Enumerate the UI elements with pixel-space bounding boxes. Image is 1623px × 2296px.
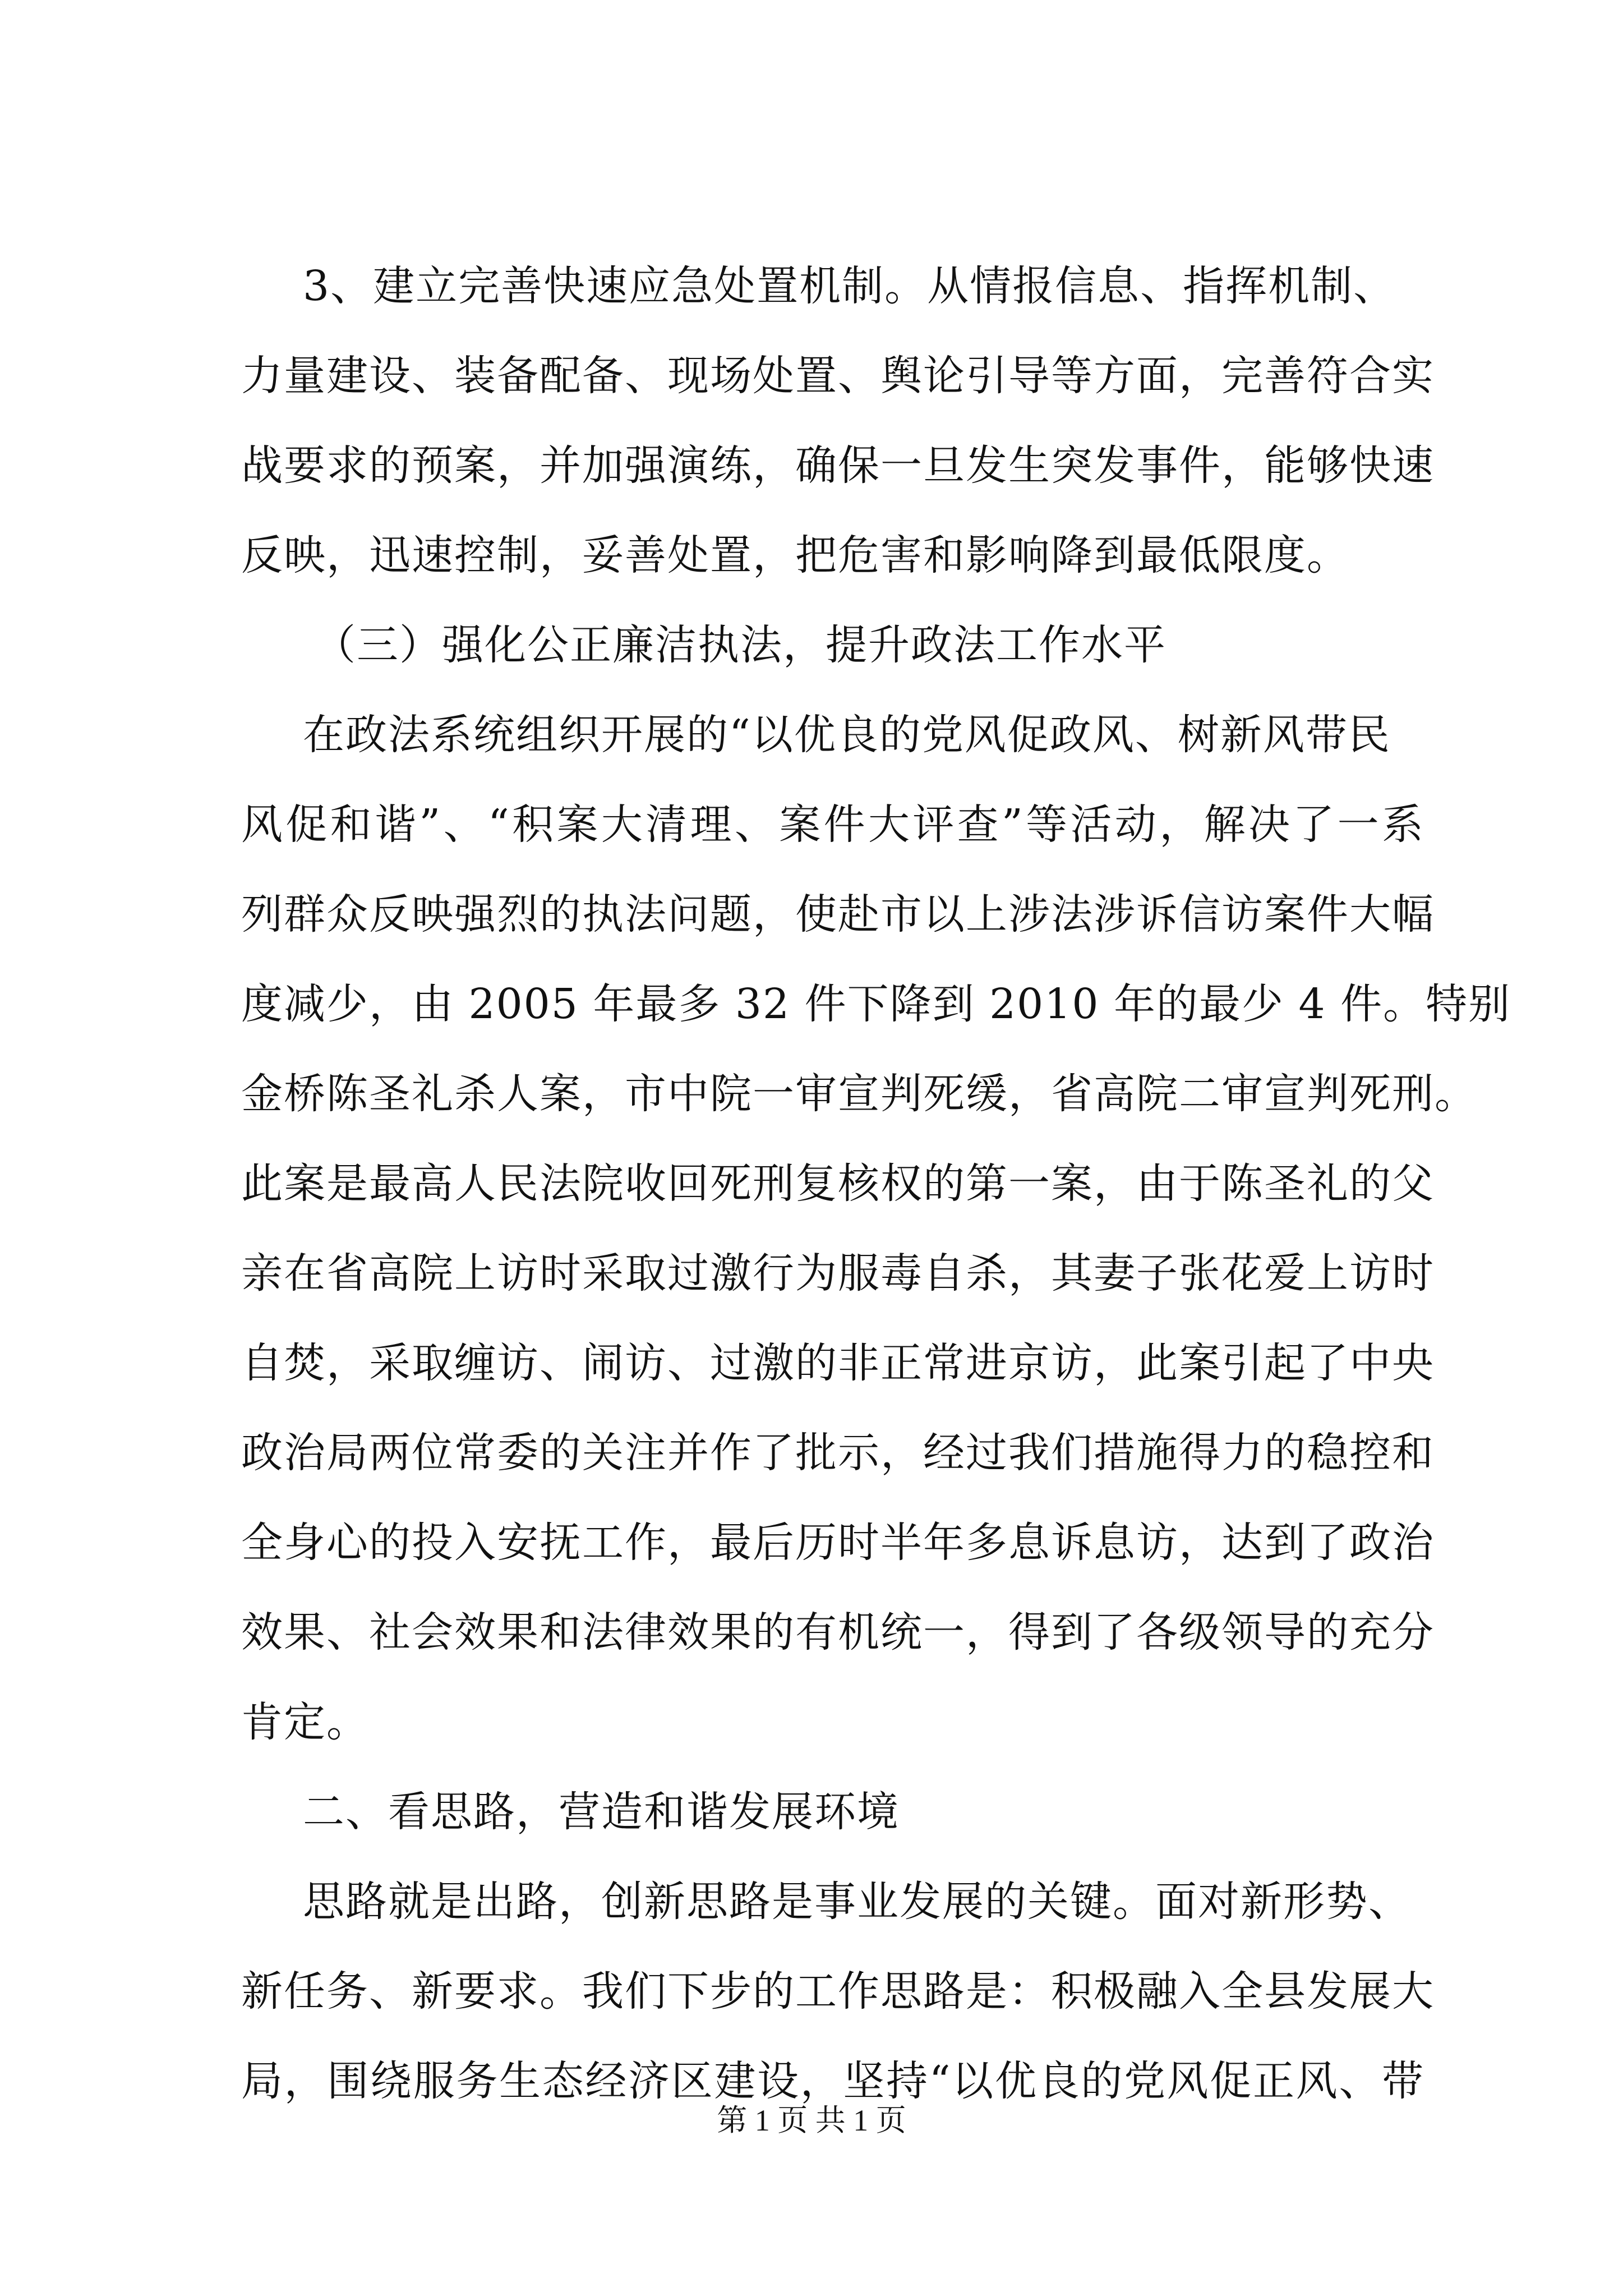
- paragraph-line: 列群众反映强烈的执法问题，使赴市以上涉法涉诉信访案件大幅: [241, 890, 1435, 938]
- paragraph-line: 此案是最高人民法院收回死刑复核权的第一案，由于陈圣礼的父: [241, 1159, 1435, 1208]
- section-heading: （三）强化公正廉洁执法，提升政法工作水平: [314, 621, 1166, 669]
- paragraph-line: 自焚，采取缠访、闹访、过激的非正常进京访，此案引起了中央: [241, 1339, 1435, 1387]
- paragraph-line: 战要求的预案，并加强演练，确保一旦发生突发事件，能够快速: [241, 441, 1435, 490]
- paragraph-line: 全身心的投入安抚工作，最后历时半年多息诉息访，达到了政治: [241, 1519, 1435, 1567]
- paragraph-line: 政治局两位常委的关注并作了批示，经过我们措施得力的稳控和: [241, 1429, 1435, 1477]
- paragraph-line: 肯定。: [241, 1698, 369, 1746]
- paragraph-line: 效果、社会效果和法律效果的有机统一，得到了各级领导的充分: [241, 1608, 1435, 1657]
- paragraph-line: 金桥陈圣礼杀人案，市中院一审宣判死缓，省高院二审宣判死刑。: [241, 1070, 1477, 1118]
- paragraph-line: 新任务、新要求。我们下步的工作思路是：积极融入全县发展大: [241, 1967, 1435, 2016]
- paragraph-line: 在政法系统组织开展的“以优良的党风促政风、树新风带民: [303, 711, 1391, 759]
- page-number-footer: 第 1 页 共 1 页: [717, 2104, 906, 2137]
- paragraph-line: 3、建立完善快速应急处置机制。从情报信息、指挥机制、: [303, 262, 1396, 310]
- paragraph-line: 局，围绕服务生态经济区建设，坚持“以优良的党风促正风、带: [241, 2057, 1424, 2105]
- paragraph-line: 亲在省高院上访时采取过激行为服毒自杀，其妻子张花爱上访时: [241, 1249, 1435, 1297]
- paragraph-line: 风促和谐”、“积案大清理、案件大评查”等活动，解决了一系: [241, 800, 1424, 849]
- paragraph-line: 度减少，由 2005 年最多 32 件下降到 2010 年的最少 4 件。特别: [241, 980, 1511, 1028]
- paragraph-line: 力量建设、装备配备、现场处置、舆论引导等方面，完善符合实: [241, 352, 1435, 400]
- paragraph-line: 思路就是出路，创新思路是事业发展的关键。面对新形势、: [303, 1878, 1411, 1926]
- paragraph-line: 反映，迅速控制，妥善处置，把危害和影响降到最低限度。: [241, 531, 1349, 579]
- section-heading: 二、看思路，营造和谐发展环境: [303, 1788, 900, 1836]
